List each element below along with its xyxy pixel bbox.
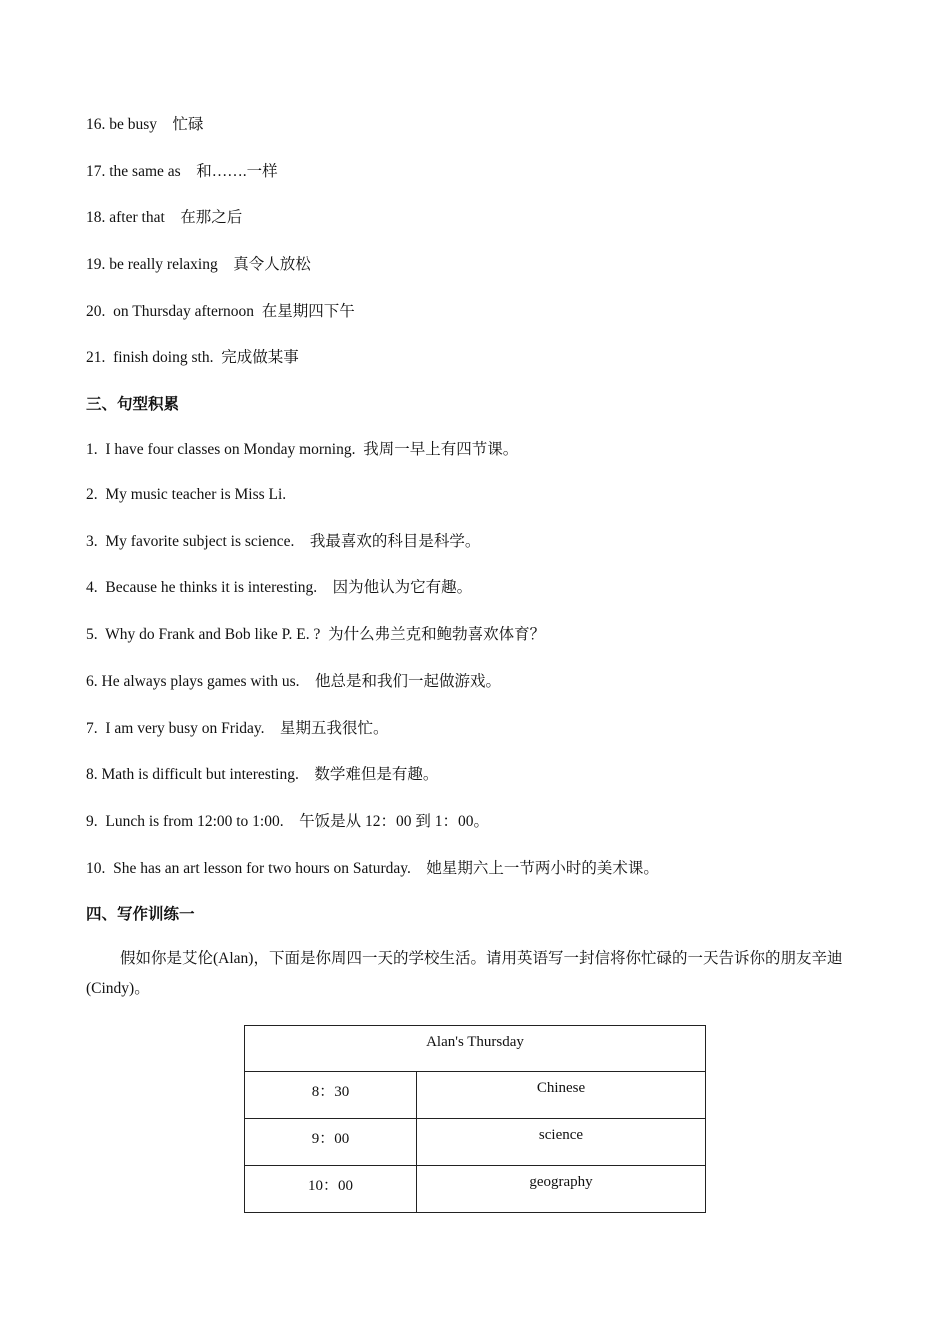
schedule-title: Alan's Thursday bbox=[245, 1026, 706, 1072]
sentence-7: 7. I am very busy on Friday. 星期五我很忙。 bbox=[86, 720, 389, 737]
table-row bbox=[245, 1119, 706, 1166]
phrase-17: 17. the same as 和…….一样 bbox=[86, 163, 278, 180]
table-row bbox=[245, 1072, 706, 1119]
subject-cell: Chinese bbox=[417, 1072, 706, 1119]
table-header-row bbox=[245, 1026, 706, 1072]
sentence-10: 10. She has an art lesson for two hours on Saturday. 她星期六上一节两小时的美术课。 bbox=[86, 860, 659, 877]
time-cell: 10：00 bbox=[245, 1166, 417, 1213]
phrase-16: 16. be busy 忙碌 bbox=[86, 116, 204, 133]
sentence-2: 2. My music teacher is Miss Li. bbox=[86, 486, 287, 503]
phrase-20: 20. on Thursday afternoon 在星期四下午 bbox=[86, 303, 355, 320]
sentence-8: 8. Math is difficult but interesting. 数学难但是有趣。 bbox=[86, 766, 439, 783]
sentence-4: 4. Because he thinks it is interesting. 因为他认为它有趣。 bbox=[86, 579, 473, 596]
schedule-table bbox=[244, 1025, 706, 1213]
phrase-19: 19. be really relaxing 真令人放松 bbox=[86, 256, 311, 273]
section-4-title: 四、写作训练一 bbox=[86, 906, 195, 923]
time-cell: 8：30 bbox=[245, 1072, 417, 1119]
subject-cell: science bbox=[417, 1119, 706, 1166]
time-cell: 9：00 bbox=[245, 1119, 417, 1166]
sentence-6: 6. He always plays games with us. 他总是和我们一起做游戏。 bbox=[86, 673, 502, 690]
phrase-21: 21. finish doing sth. 完成做某事 bbox=[86, 349, 299, 366]
sentence-5: 5. Why do Frank and Bob like P. E. ? 为什么弗兰克和鲍勃喜欢体育？ bbox=[86, 626, 546, 643]
table-row bbox=[245, 1166, 706, 1213]
sentence-9: 9. Lunch is from 12:00 to 1:00. 午饭是从 12：00 到 1：00。 bbox=[86, 813, 489, 830]
sentence-3: 3. My favorite subject is science. 我最喜欢的科目是科学。 bbox=[86, 533, 481, 550]
subject-cell: geography bbox=[417, 1166, 706, 1213]
sentence-1: 1. I have four classes on Monday morning. 我周一早上有四节课。 bbox=[86, 441, 519, 458]
section-3-title: 三、句型积累 bbox=[86, 396, 180, 413]
writing-prompt: 假如你是艾伦(Alan)，下面是你周四一天的学校生活。请用英语写一封信将你忙碌的一天告诉你的朋友辛迪(Cindy)。 bbox=[86, 950, 843, 997]
phrase-18: 18. after that 在那之后 bbox=[86, 209, 243, 226]
